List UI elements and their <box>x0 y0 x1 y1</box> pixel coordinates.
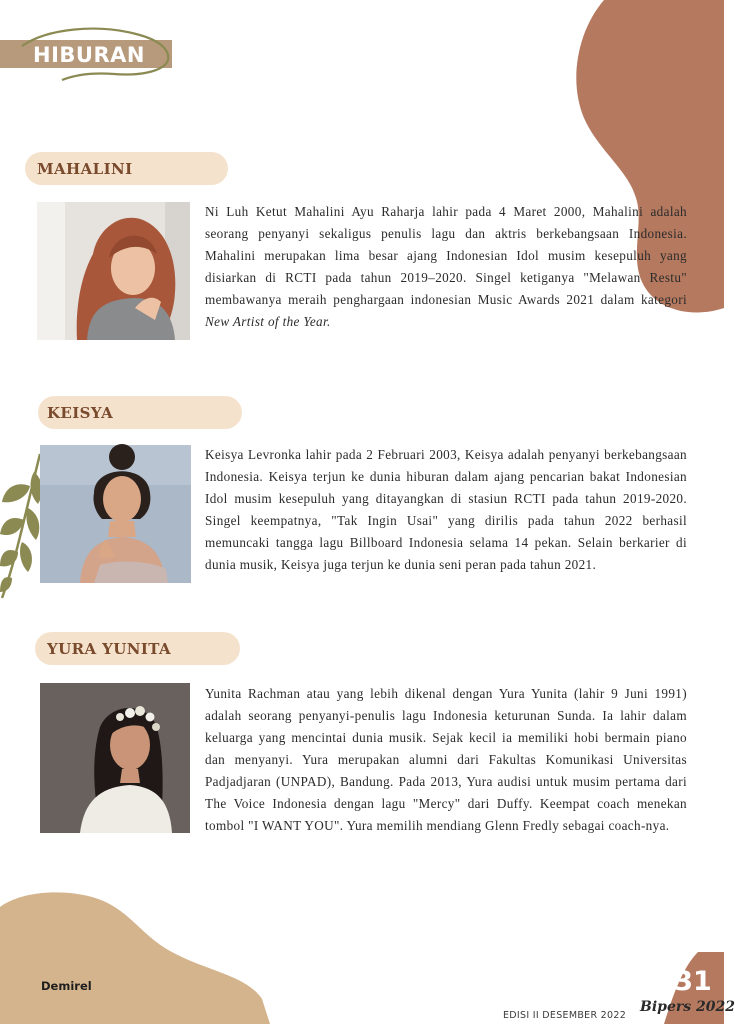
profile-photo <box>37 202 190 340</box>
profile-name: KEISYA <box>47 404 114 422</box>
profile-name-pill <box>35 632 240 665</box>
profile-photo <box>40 683 190 833</box>
decorative-blob-bottom-left <box>0 889 270 1024</box>
bio-italic-text: New Artist of the Year. <box>205 314 331 329</box>
section-title: HIBURAN <box>33 43 145 67</box>
profile-bio: Yunita Rachman atau yang lebih dikenal dengan Yura Yunita (lahir 9 Juni 1991) adalah seorang penyanyi-penulis lagu Indonesia keturunan Sunda. Ia lahir dalam keluarga yang mencintai dunia musik. Sejak kecil ia memiliki hobi bermain piano dan menyanyi. Yura merupakan alumni dari Fakultas Komunikasi Universitas Padjadjaran (UNPAD), Bandung. Pada 2013, Yura audisi untuk musim pertama dari The Voice Indonesia dengan lagu "Mercy" dari Duffy. Keempat coach menekan tombol "I WANT YOU". Yura memilih mendiang Glenn Fredly sebagai coach-nya. <box>205 686 687 833</box>
portrait-woman-wavy-hair-icon <box>37 202 190 340</box>
profile-name-pill <box>38 396 242 429</box>
profile-name: MAHALINI <box>37 160 133 178</box>
profile-name: YURA YUNITA <box>47 640 172 658</box>
portrait-woman-flower-crown-icon <box>40 683 190 833</box>
leaf-branch-icon <box>0 450 45 600</box>
bio-text: Ni Luh Ketut Mahalini Ayu Raharja lahir pada 4 Maret 2000, Mahalini adalah seorang penyanyi sekaligus penulis lagu dan aktris berkebangsaan Indonesia. Mahalini merupakan lima besar ajang Indonesian Idol musim kesepuluh yang disiarkan di RCTI pada tahun 2019–2020. Singel ketiganya "Melawan Restu" membawanya meraih penghargaan indonesian Music Awards 2021 dalam kategori <box>205 204 687 307</box>
magazine-name: Bipers 2022 <box>640 999 735 1015</box>
author-name: Demirel <box>41 979 92 993</box>
profile-bio <box>205 201 687 333</box>
edition-label: EDISI II DESEMBER 2022 <box>503 1010 627 1021</box>
portrait-woman-hair-bun-icon <box>40 445 191 583</box>
profile-bio: Keisya Levronka lahir pada 2 Februari 2003, Keisya adalah penyanyi berkebangsaan Indonesia. Keisya terjun ke dunia hiburan dalam ajang pencarian bakat Indonesian Idol musim kesepuluh yang ditayangkan di stasiun RCTI pada tahun 2019-2020. Singel keempatnya, "Tak Ingin Usai" yang dirilis pada tahun 2022 berhasil memuncaki tangga lagu Billboard Indonesia selama 14 pekan. Selain berkarier di dunia musik, Keisya juga terjun ke dunia seni peran pada tahun 2021. <box>205 447 687 572</box>
profile-photo <box>40 445 191 583</box>
page-number: 31 <box>674 966 712 997</box>
profile-name-pill <box>25 152 228 185</box>
